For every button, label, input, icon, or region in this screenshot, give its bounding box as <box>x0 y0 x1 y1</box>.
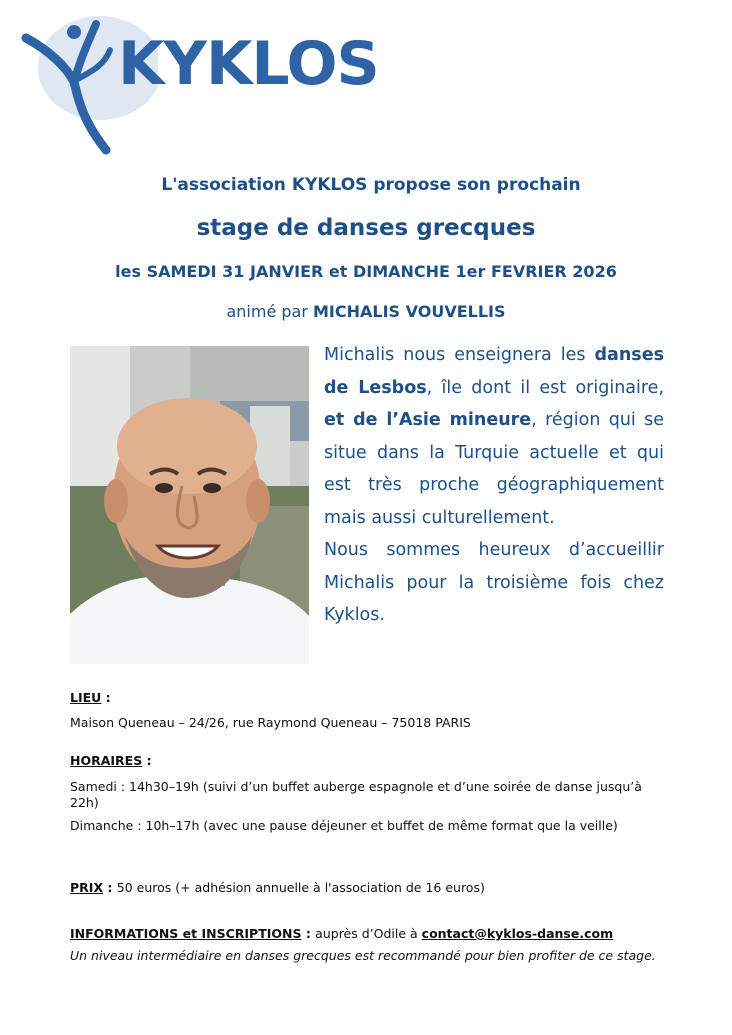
highlight-lesbos: danses de Lesbos <box>324 345 664 398</box>
lieu-label: LIEU <box>70 690 102 705</box>
prix-line: PRIX : 50 euros (+ adhésion annuelle à l'association de 16 euros) <box>70 880 485 895</box>
description-paragraph-1: Michalis nous enseignera les danses de Lesbos, île dont il est originaire, et de l’Asie mineure, région qui se situe dans la Turquie actuelle et qui est très proche géographiquement mais aussi culturellement. <box>324 345 665 528</box>
description-paragraph-2: Nous sommes heureux d’accueillir Michalis pour la troisième fois chez Kyklos. <box>324 540 664 625</box>
lieu-address: Maison Queneau – 24/26, rue Raymond Queneau – 75018 PARIS <box>70 715 471 730</box>
page-title: stage de danses grecques <box>196 215 536 241</box>
event-dates: les SAMEDI 31 JANVIER et DIMANCHE 1er FEVRIER 2026 <box>115 262 617 281</box>
horaires-heading: HORAIRES : <box>70 753 152 768</box>
level-note: Un niveau intermédiaire en danses grecques est recommandé pour bien profiter de ce stage. <box>70 948 656 963</box>
lieu-heading: LIEU : <box>70 690 111 705</box>
inscriptions-label: INFORMATIONS et INSCRIPTIONS <box>70 926 302 941</box>
teacher-photo <box>70 346 309 664</box>
kyklos-logo <box>18 10 379 160</box>
highlight-asia-minor: et de l’Asie mineure <box>324 410 532 430</box>
teacher-description <box>324 339 664 632</box>
contact-email-link[interactable]: contact@kyklos-danse.com <box>421 926 614 941</box>
logo-wordmark: KYKLOS <box>118 29 379 99</box>
teacher-name: MICHALIS VOUVELLIS <box>313 302 506 321</box>
prix-label: PRIX <box>70 880 104 895</box>
horaires-label: HORAIRES <box>70 753 143 768</box>
horaires-samedi: Samedi : 14h30–19h (suivi d’un buffet auberge espagnole et d’une soirée de danse jusqu’à 22h) <box>70 779 642 810</box>
intro-line: L'association KYKLOS propose son prochain <box>161 175 581 195</box>
horaires-dimanche: Dimanche : 10h–17h (avec une pause déjeuner et buffet de même format que la veille) <box>70 818 618 833</box>
portrait-illustration <box>70 346 309 664</box>
prix-text: 50 euros (+ adhésion annuelle à l'association de 16 euros) <box>116 880 485 895</box>
teacher-prefix: animé par <box>226 302 313 321</box>
teacher-line <box>0 302 732 321</box>
inscriptions-line: INFORMATIONS et INSCRIPTIONS : auprès d’Odile à contact@kyklos-danse.com <box>70 926 614 941</box>
